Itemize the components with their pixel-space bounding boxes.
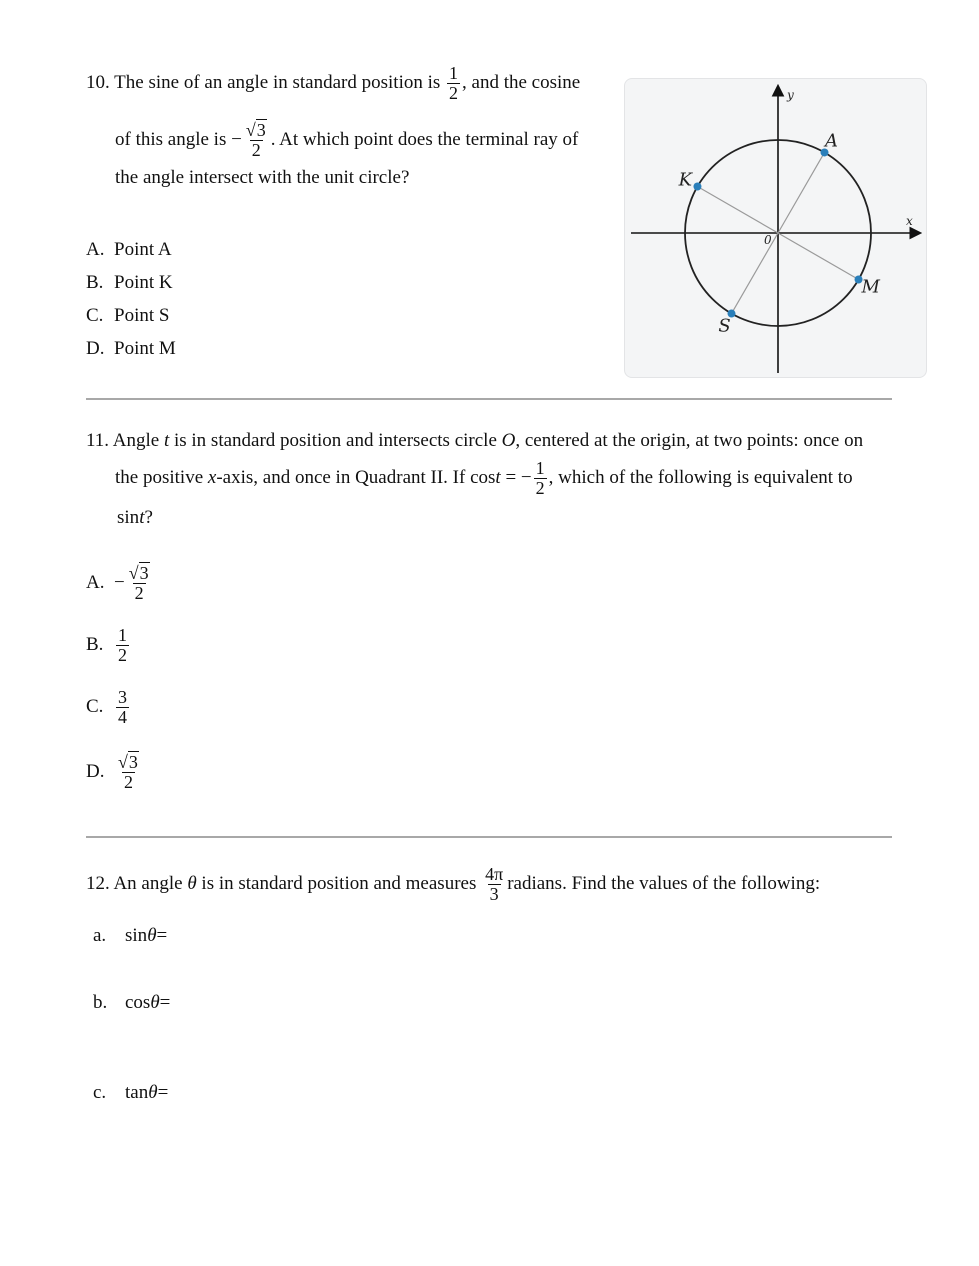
point-label-m: M <box>861 276 880 298</box>
ray-m <box>778 233 859 280</box>
ray-a <box>778 152 825 233</box>
radicand: 3 <box>139 562 149 583</box>
q10-text: . At which point does the terminal ray of <box>270 129 579 150</box>
fraction-denominator: 2 <box>123 772 133 793</box>
item-theta: θ <box>147 925 157 946</box>
q12-item-c <box>93 1081 168 1105</box>
q11-option-a[interactable] <box>86 558 154 608</box>
option-text: Point A <box>114 239 172 260</box>
item-eq: = <box>159 992 171 1013</box>
fraction-denominator: 2 <box>134 583 144 604</box>
q10-cos-sign: − <box>231 129 242 150</box>
q11-var-t: t <box>139 507 145 528</box>
fraction-denominator: 3 <box>489 884 499 905</box>
q11-text: , centered at the origin, at two points: once on <box>515 430 864 451</box>
q11-line-3 <box>117 506 153 530</box>
item-letter: a. <box>93 925 107 946</box>
option-letter: A. <box>86 572 105 593</box>
q11-eq-sign: = − <box>505 467 532 488</box>
q10-line-2 <box>115 116 578 164</box>
point-label-a: A <box>825 130 838 152</box>
q10-text: of this angle is <box>115 129 227 150</box>
q10-number: 10. <box>86 72 110 93</box>
option-text: Point M <box>114 338 176 359</box>
origin-label: 0 <box>764 233 772 247</box>
y-axis-label: y <box>787 88 794 102</box>
option-fraction <box>116 753 141 793</box>
fraction-numerator: √3 <box>245 119 266 140</box>
item-fn: sin <box>125 925 148 946</box>
item-letter: c. <box>93 1082 107 1103</box>
q10-option-c[interactable] <box>86 305 169 327</box>
section-divider <box>86 398 892 400</box>
option-letter: A. <box>86 239 105 260</box>
q11-var-t: t <box>495 467 501 488</box>
fraction-denominator: 2 <box>251 140 261 161</box>
q12-measure-fraction <box>483 865 505 905</box>
fraction-denominator: 2 <box>118 645 127 666</box>
q11-number: 11. <box>86 430 110 451</box>
radicand: 3 <box>256 119 266 140</box>
option-letter: D. <box>86 338 105 359</box>
item-theta: θ <box>148 1082 158 1103</box>
q12-item-b <box>93 991 170 1015</box>
q10-option-d[interactable] <box>86 338 176 360</box>
option-letter: C. <box>86 305 104 326</box>
q11-qmark: ? <box>144 507 153 528</box>
q11-cos-fn: cos <box>470 467 496 488</box>
q11-var-x: x <box>207 467 217 488</box>
q12-number: 12. <box>86 873 110 894</box>
fraction-numerator: 3 <box>118 686 127 707</box>
option-fraction <box>127 564 152 604</box>
ray-k <box>697 187 778 234</box>
item-eq: = <box>157 1082 169 1103</box>
q11-option-b[interactable] <box>86 622 131 668</box>
q10-sin-fraction <box>447 64 460 104</box>
q11-option-c[interactable] <box>86 684 131 730</box>
q12-theta: θ <box>187 873 197 894</box>
option-letter: D. <box>86 761 105 782</box>
q10-line-1 <box>86 62 580 104</box>
option-text: Point K <box>114 272 173 293</box>
option-letter: C. <box>86 696 104 717</box>
q11-text: Angle <box>112 430 160 451</box>
item-fn: tan <box>125 1082 149 1103</box>
unit-circle-figure <box>624 78 927 378</box>
option-letter: B. <box>86 634 104 655</box>
fraction-numerator: 1 <box>535 457 545 478</box>
q11-text: -axis, and once in Quadrant II. If <box>216 467 466 488</box>
item-fn: cos <box>125 992 151 1013</box>
fraction-numerator: 1 <box>449 62 459 83</box>
q11-cos-fraction <box>534 459 547 499</box>
fraction-numerator: 1 <box>118 624 127 645</box>
q12-item-a <box>93 924 167 948</box>
fraction-denominator: 2 <box>535 478 545 499</box>
q10-cos-fraction <box>244 121 269 161</box>
option-fraction <box>116 626 129 666</box>
q11-var-o: O <box>501 430 516 451</box>
q11-line-1 <box>86 429 863 453</box>
option-letter: B. <box>86 272 104 293</box>
point-k <box>693 183 701 191</box>
fraction-numerator: 4π <box>485 863 504 884</box>
unit-circle-graph <box>625 79 928 379</box>
radicand: 3 <box>128 751 138 772</box>
q11-line-2 <box>115 455 853 501</box>
q10-line-3: the angle intersect with the unit circle? <box>115 167 410 188</box>
q10-text: , and the cosine <box>462 72 581 93</box>
q12-line-1 <box>86 860 820 908</box>
q10-option-a[interactable] <box>86 239 172 261</box>
fraction-denominator: 2 <box>449 83 459 104</box>
item-letter: b. <box>93 992 108 1013</box>
option-fraction <box>116 688 129 728</box>
point-label-k: K <box>678 169 693 191</box>
fraction-numerator: √3 <box>118 751 138 772</box>
q11-text: , which of the following is equivalent to <box>548 467 853 488</box>
q11-sin-fn: sin <box>117 507 140 528</box>
q12-text: An angle <box>113 873 183 894</box>
option-text: Point S <box>114 305 170 326</box>
q12-text: radians. Find the values of the following: <box>507 873 821 894</box>
x-axis-label: x <box>906 214 913 228</box>
item-theta: θ <box>150 992 160 1013</box>
point-label-s: S <box>718 315 731 337</box>
q11-text: is in standard position and intersects circle <box>173 430 497 451</box>
q11-var-t: t <box>163 430 170 451</box>
q10-text: The sine of an angle in standard position is <box>114 72 441 93</box>
q11-option-d[interactable] <box>86 746 143 798</box>
q11-text: the positive <box>115 467 204 488</box>
q12-text: is in standard position and measures <box>201 873 477 894</box>
item-eq: = <box>156 925 168 946</box>
q10-option-b[interactable] <box>86 272 173 294</box>
section-divider <box>86 836 892 838</box>
fraction-denominator: 4 <box>118 707 127 728</box>
option-sign: − <box>114 572 125 593</box>
fraction-numerator: √3 <box>128 562 149 583</box>
